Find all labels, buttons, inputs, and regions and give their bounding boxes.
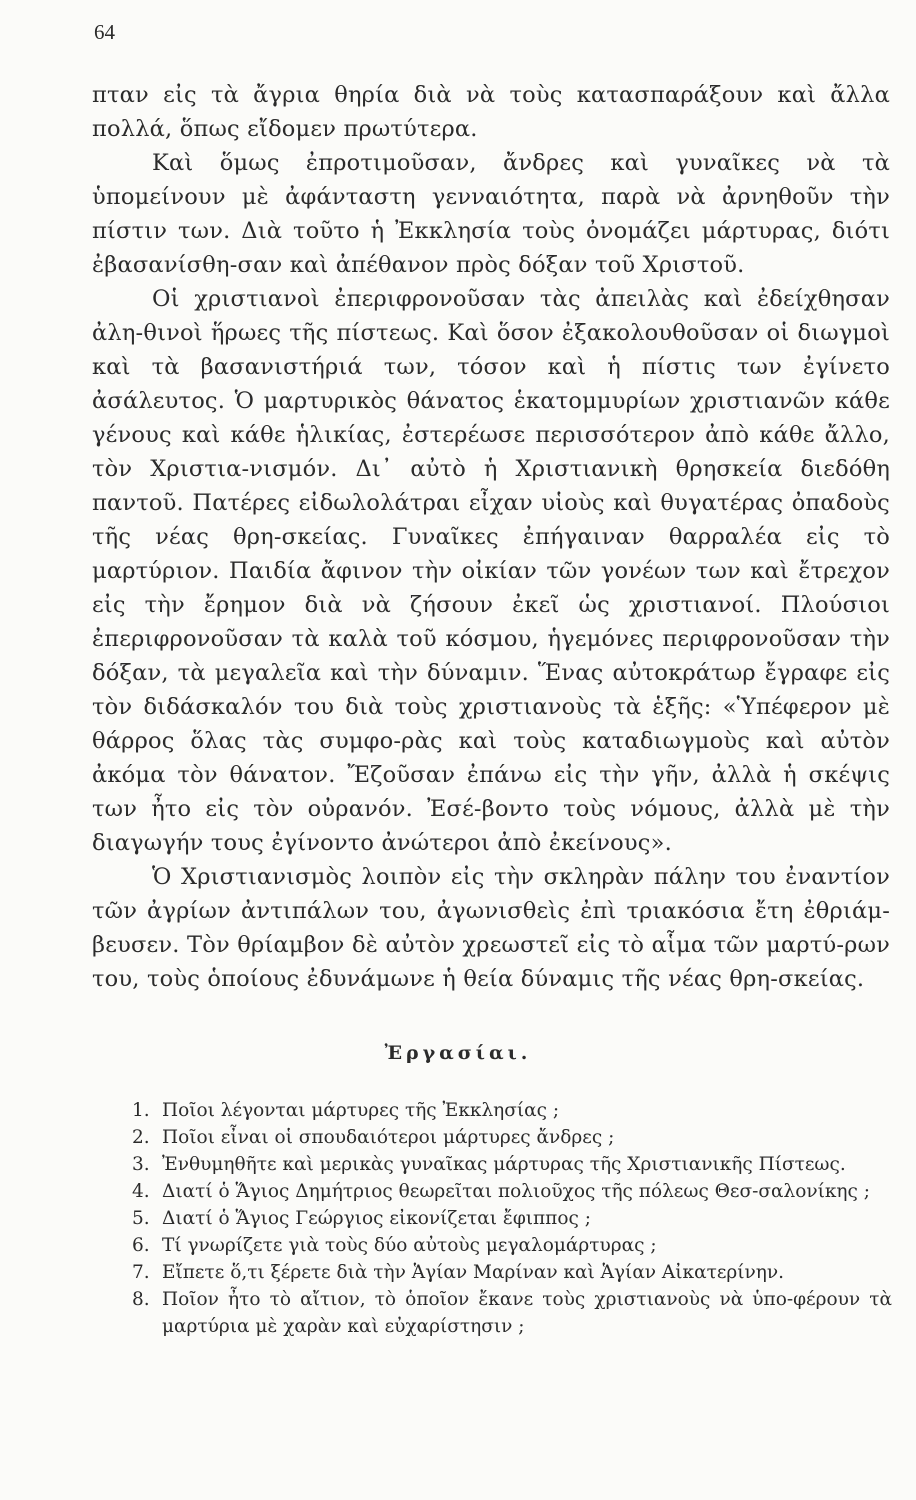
exercises-list: [132, 1097, 892, 1340]
exercise-item: [132, 1205, 892, 1232]
exercise-number: 7.: [132, 1262, 150, 1283]
exercise-number: 1.: [132, 1100, 150, 1121]
paragraph: Οἱ χριστιανοὶ ἐπεριφρονοῦσαν τὰς ἀπειλὰς καὶ ἐδείχθησαν ἀλη-θινοὶ ἥρωες τῆς πίστεως. Καὶ ὅσον ἐξακολουθοῦσαν οἱ διωγμοὶ καὶ τὰ βασανιστήριά των, τόσον καὶ ἡ πίστις των ἐγίνετο ἀσάλευτος. Ὁ μαρτυρικὸς θάνατος ἑκατομμυρίων χριστιανῶν κάθε γένους καὶ κάθε ἡλικίας, ἐστερέωσε περισσότερον ἀπὸ κάθε ἄλλο, τὸν Χριστια-νισμόν. Δι᾽ αὐτὸ ἡ Χριστιανικὴ θρησκεία διεδόθη παντοῦ. Πατέρες εἰδωλολάτραι εἶχαν υἱοὺς καὶ θυγατέρας ὀπαδοὺς τῆς νέας θρη-σκείας. Γυναῖκες ἐπήγαιναν θαρραλέα εἰς τὸ μαρτύριον. Παιδία ἄφινον τὴν οἰκίαν τῶν γονέων των καὶ ἔτρεχον εἰς τὴν ἔρημον διὰ νὰ ζήσουν ἐκεῖ ὡς χριστιανοί. Πλούσιοι ἐπεριφρονοῦσαν τὰ καλὰ τοῦ κόσμου, ἡγεμόνες περιφρονοῦσαν τὴν δόξαν, τὰ μεγαλεῖα καὶ τὴν δύναμιν. Ἕνας αὐτοκράτωρ ἔγραφε εἰς τὸν διδάσκαλόν του διὰ τοὺς χριστιανοὺς τὰ ἑξῆς: «Ὑπέφερον μὲ θάρρος ὅλας τὰς συμφο-ρὰς καὶ τοὺς καταδιωγμοὺς καὶ αὐτὸν ἀκόμα τὸν θάνατον. Ἔζοῦσαν ἐπάνω εἰς τὴν γῆν, ἀλλὰ ἡ σκέψις των ἦτο εἰς τὸν οὐρανόν. Ἐσέ-βοντο τοὺς νόμους, ἀλλὰ μὲ τὴν διαγωγήν τους ἐγίνοντο ἀνώτεροι ἀπὸ ἐκείνους».: [92, 286, 890, 856]
exercise-number: 6.: [132, 1235, 150, 1256]
exercise-number: 4.: [132, 1181, 150, 1202]
exercise-item: [132, 1232, 892, 1259]
exercise-text: Τί γνωρίζετε γιὰ τοὺς δύο αὐτοὺς μεγαλομάρτυρας ;: [162, 1235, 657, 1256]
exercise-number: 2.: [132, 1127, 150, 1148]
paragraph: Ὁ Χριστιανισμὸς λοιπὸν εἰς τὴν σκληρὰν πάλην του ἐναντίον τῶν ἀγρίων ἀντιπάλων του, ἀγωνισθεὶς ἐπὶ τριακόσια ἔτη ἐθριάμ-βευσεν. Τὸν θρίαμβον δὲ αὐτὸν χρεωστεῖ εἰς τὸ αἷμα τῶν μαρτύ-ρων του, τοὺς ὁποίους ἐδυνάμωνε ἡ θεία δύναμις τῆς νέας θρη-σκείας.: [92, 864, 890, 992]
exercise-number: 5.: [132, 1208, 150, 1229]
exercise-item: [132, 1286, 892, 1340]
exercise-text: Ἐνθυμηθῆτε καὶ μερικὰς γυναῖκας μάρτυρας τῆς Χριστιανικῆς Πίστεως.: [162, 1154, 846, 1175]
exercises-heading: Ἐργασίαι.: [384, 1042, 532, 1064]
page-number: 64: [94, 20, 115, 44]
exercise-item: [132, 1259, 892, 1286]
exercise-item: [132, 1178, 892, 1205]
exercise-item: [132, 1097, 892, 1124]
exercise-number: 3.: [132, 1154, 150, 1175]
exercise-item: [132, 1124, 892, 1151]
exercise-text: Ποῖον ἦτο τὸ αἴτιον, τὸ ὁποῖον ἔκανε τοὺς χριστιανοὺς νὰ ὑπο-φέρουν τὰ μαρτύρια μὲ χαρὰν καὶ εὐχαρίστησιν ;: [162, 1289, 892, 1337]
exercise-text: Διατί ὁ Ἅγιος Δημήτριος θεωρεῖται πολιοῦχος τῆς πόλεως Θεσ-σαλονίκης ;: [162, 1181, 870, 1202]
exercise-text: Ποῖοι λέγονται μάρτυρες τῆς Ἐκκλησίας ;: [162, 1100, 560, 1121]
exercise-text: Ποῖοι εἶναι οἱ σπουδαιότεροι μάρτυρες ἄνδρες ;: [162, 1127, 615, 1148]
exercise-text: Εἴπετε ὅ,τι ξέρετε διὰ τὴν Ἁγίαν Μαρίναν καὶ Ἁγίαν Αἰκατερίνην.: [162, 1262, 785, 1283]
exercise-text: Διατί ὁ Ἅγιος Γεώργιος εἰκονίζεται ἔφιππος ;: [162, 1208, 591, 1229]
paragraph: Καὶ ὅμως ἐπροτιμοῦσαν, ἄνδρες καὶ γυναῖκες νὰ τὰ ὑπομείνουν μὲ ἀφάνταστη γενναιότητα, παρὰ νὰ ἀρνηθοῦν τὴν πίστιν των. Διὰ τοῦτο ἡ Ἐκκλησία τοὺς ὀνομάζει μάρτυρας, διότι ἐβασανίσθη-σαν καὶ ἀπέθανον πρὸς δόξαν τοῦ Χριστοῦ.: [92, 150, 890, 278]
paragraph: πταν εἰς τὰ ἄγρια θηρία διὰ νὰ τοὺς κατασπαράξουν καὶ ἄλλα πολλά, ὅπως εἴδομεν πρωτύτερα.: [92, 82, 890, 142]
body-text: [92, 78, 890, 996]
exercise-number: 8.: [132, 1289, 150, 1310]
exercise-item: [132, 1151, 892, 1178]
